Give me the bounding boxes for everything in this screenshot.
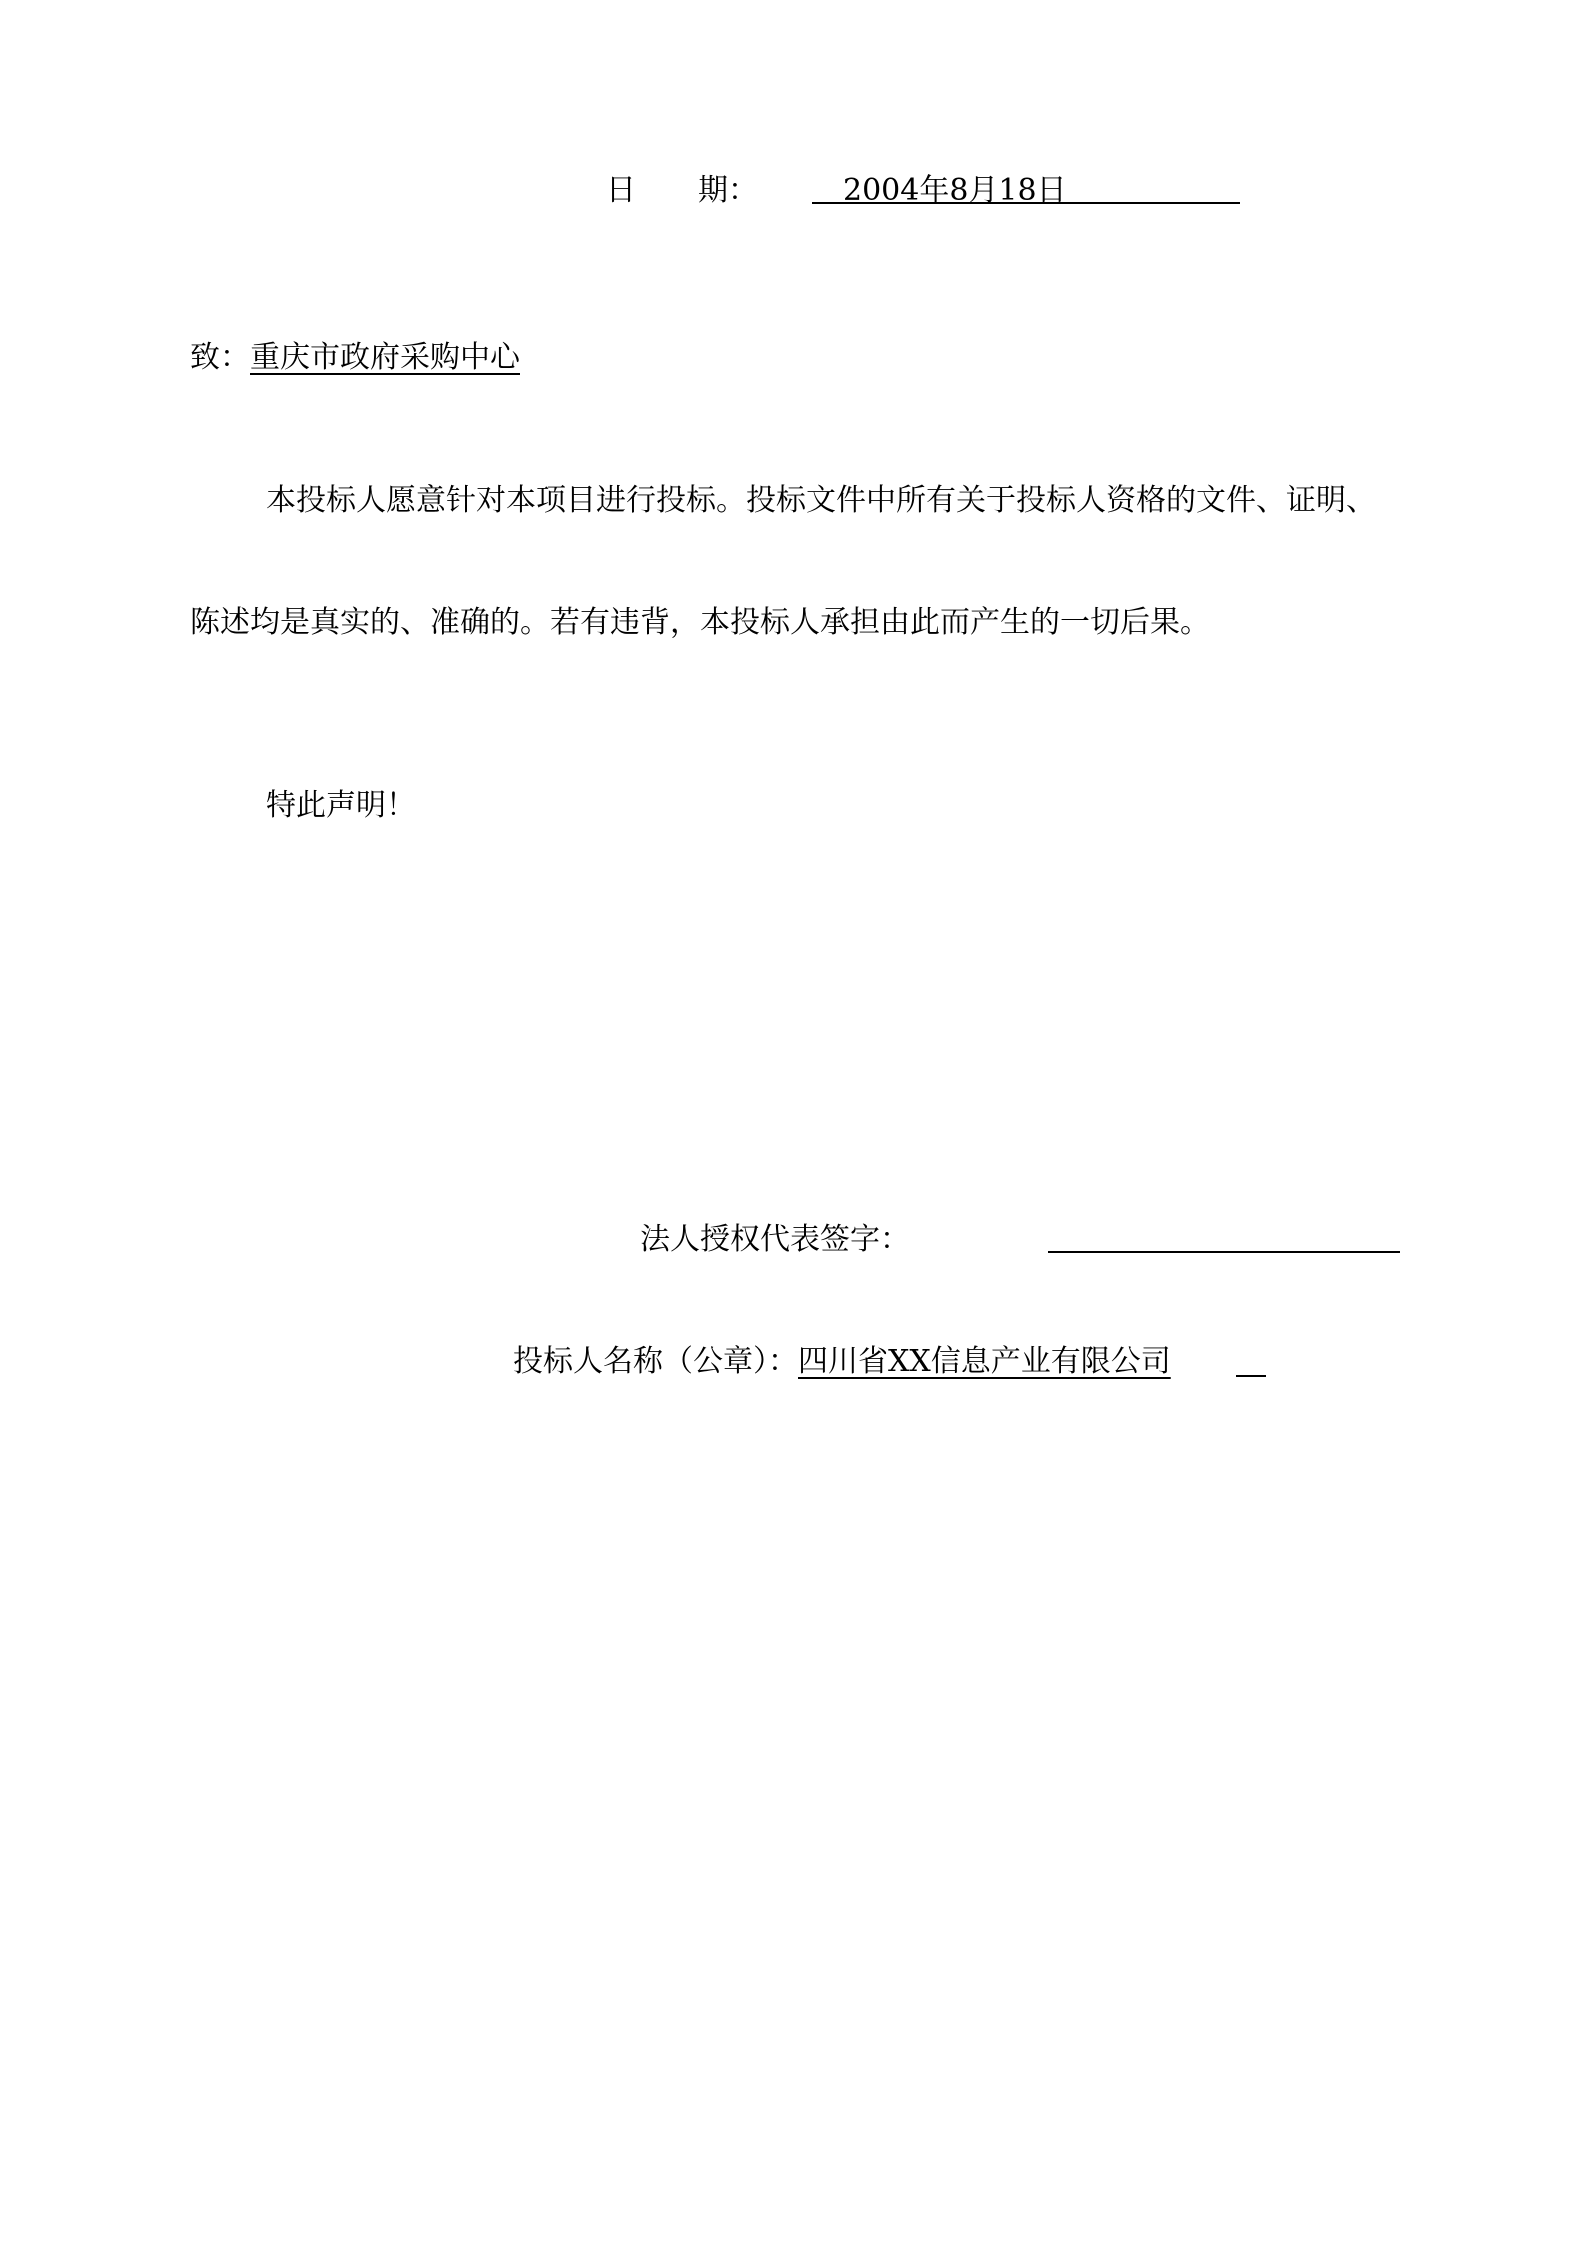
date-label-colon: ： [728,173,758,208]
date-label-char1: 日 [606,173,636,208]
rep-signature-line [1048,1251,1400,1253]
recipient-prefix: 致： [190,340,250,375]
closing-statement: 特此声明！ [266,788,416,823]
date-value: 2004年8月18日 [843,173,1067,208]
recipient-name: 重庆市政府采购中心 [250,340,520,375]
body-paragraph-line-2: 陈述均是真实的、准确的。若有违背，本投标人承担由此而产生的一切后果。 [190,605,1210,640]
bidder-label: 投标人名称（公章）： [513,1344,798,1379]
recipient-line [190,338,520,378]
date-label-char2: 期 [698,173,728,208]
rep-signature-label: 法人授权代表签字： [640,1222,910,1257]
bidder-name-line [513,1342,1171,1382]
bidder-name: 四川省XX信息产业有限公司 [798,1344,1171,1379]
bidder-trailing-rule [1236,1375,1266,1377]
body-paragraph-line-1: 本投标人愿意针对本项目进行投标。投标文件中所有关于投标人资格的文件、证明、 [266,483,1376,518]
date-underline [812,202,1240,204]
